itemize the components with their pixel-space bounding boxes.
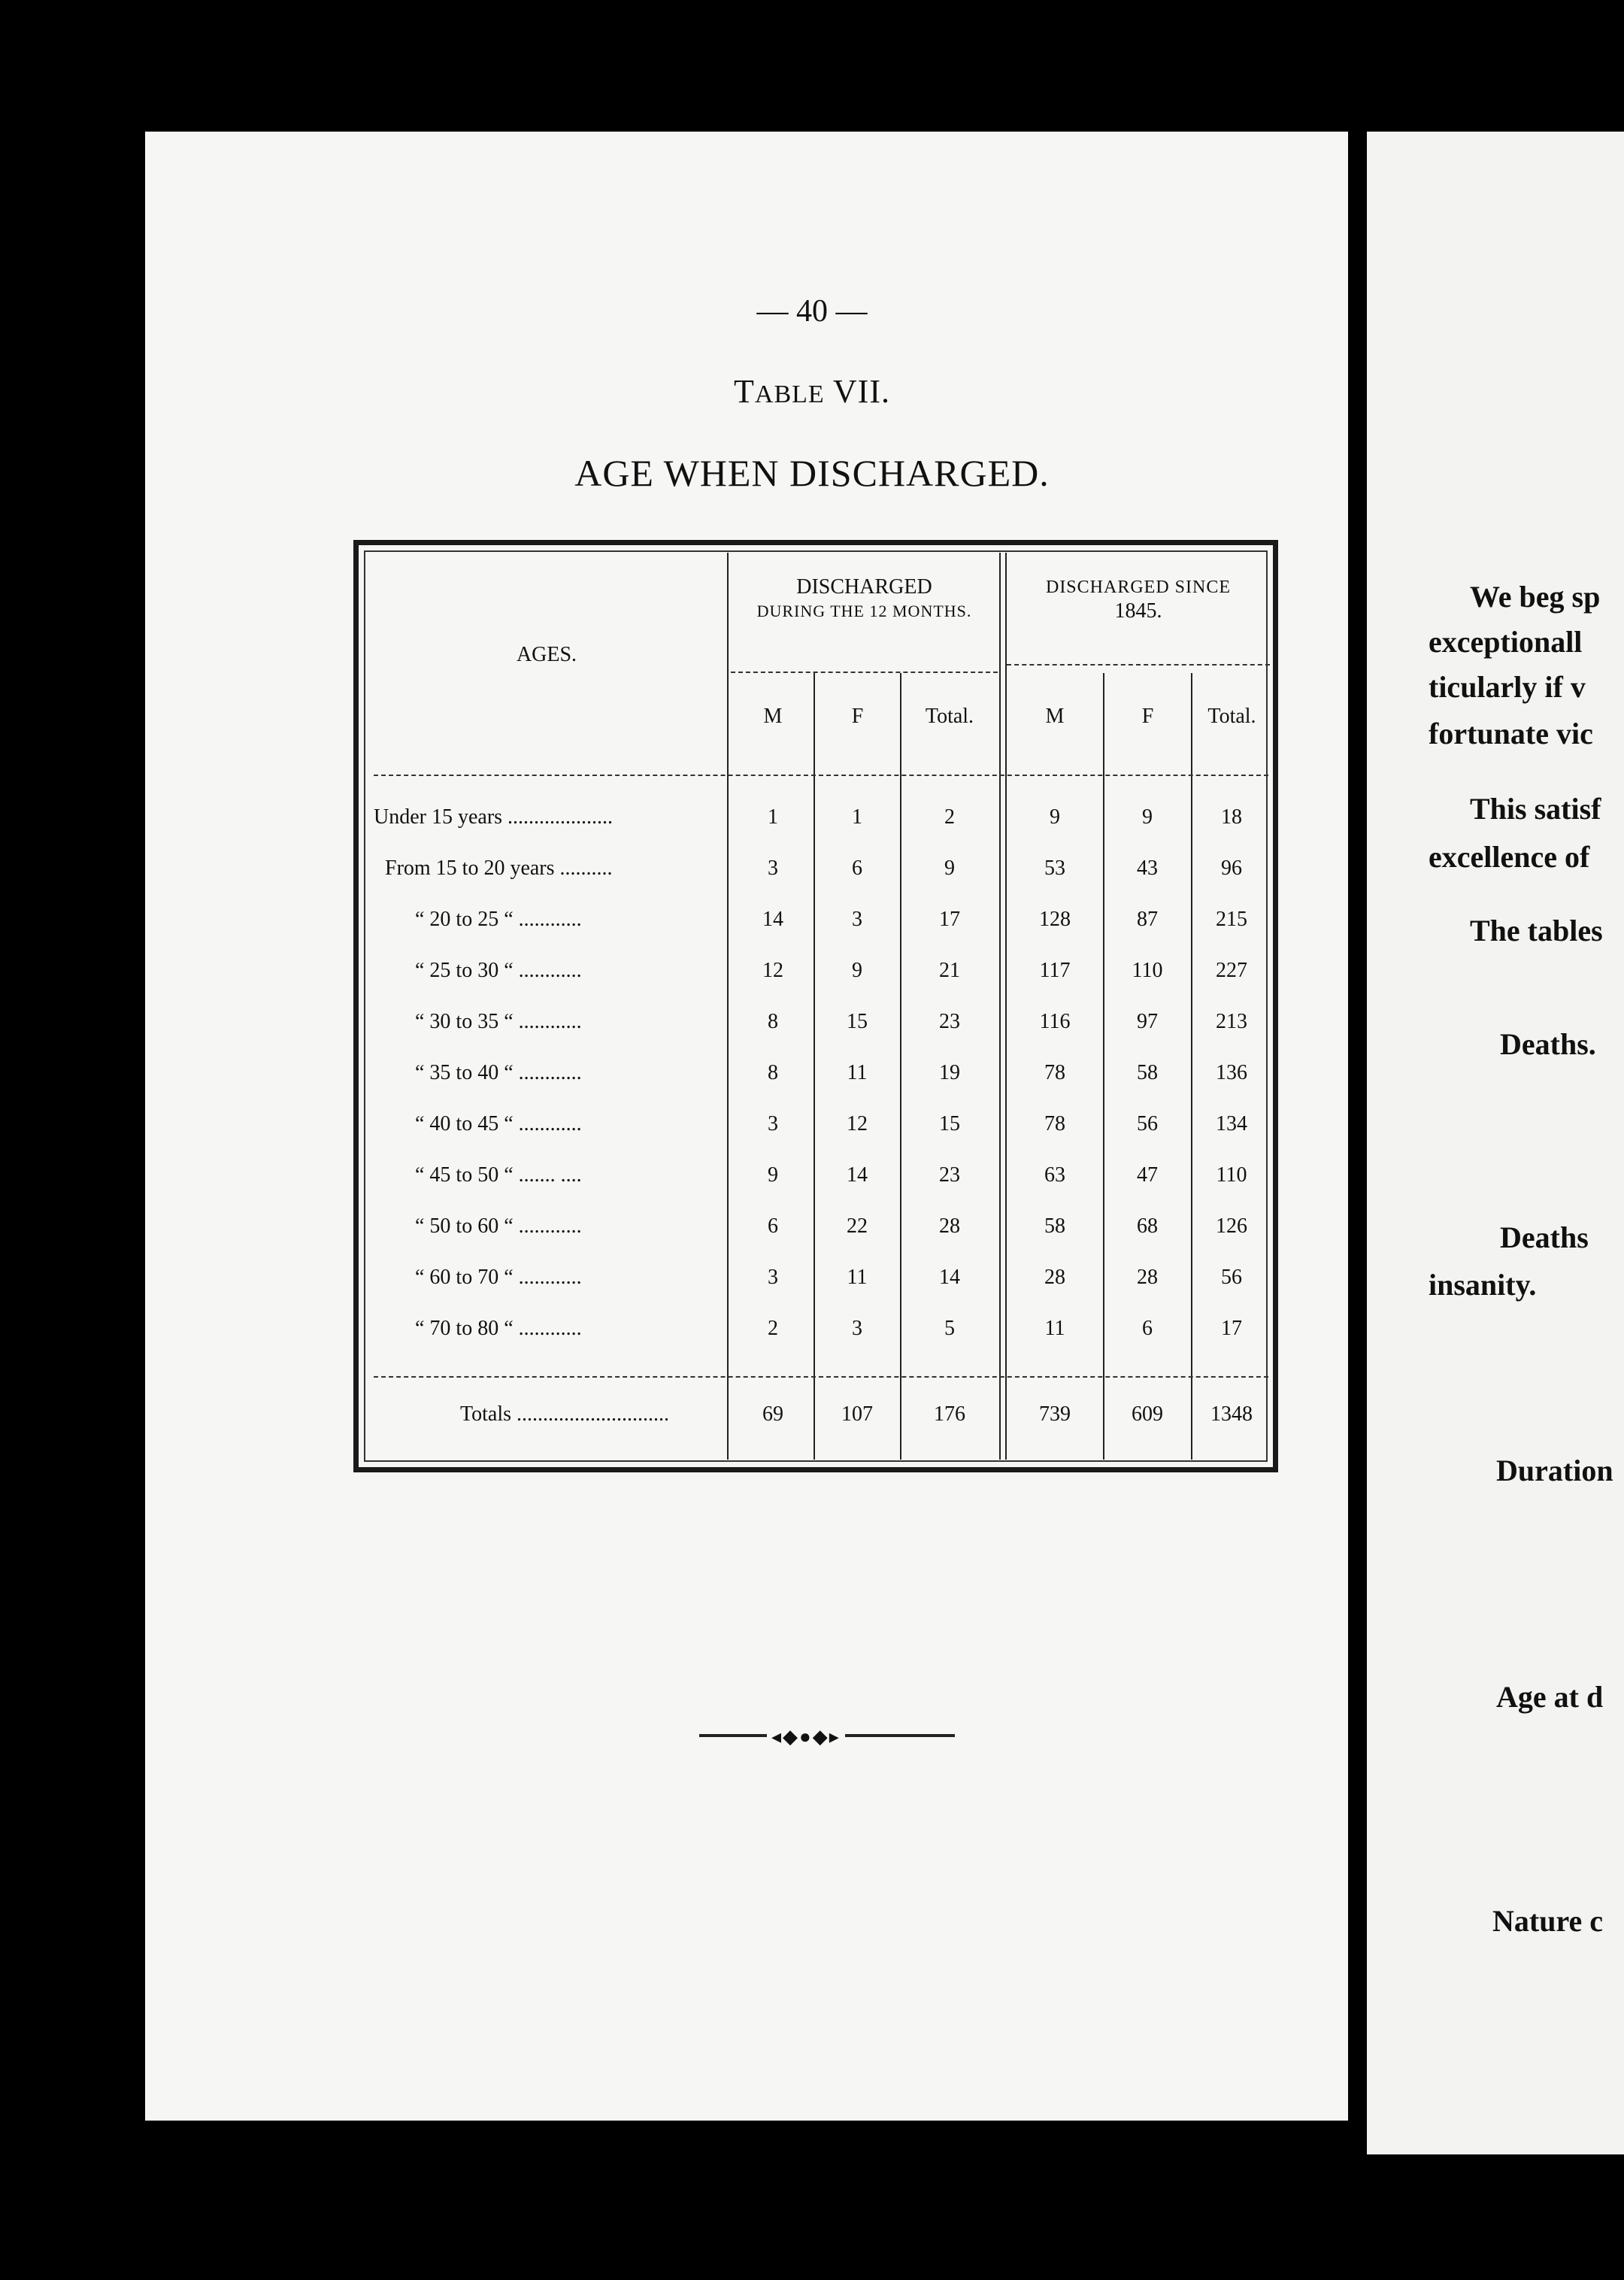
cell-total1: 19	[939, 1061, 960, 1084]
cell-total2: 56	[1221, 1266, 1242, 1289]
cell-f2: 87	[1137, 908, 1158, 931]
table-row	[359, 1317, 1283, 1354]
table-row	[359, 1163, 1283, 1201]
col-header-total1: Total.	[925, 705, 974, 728]
right-page-line: fortunate vic	[1429, 717, 1593, 750]
cell-m2: 117	[1039, 959, 1071, 982]
cell-f2: 43	[1137, 857, 1158, 880]
cell-m1: 12	[762, 959, 783, 982]
row-label: “ 35 to 40 “ ............	[415, 1061, 582, 1084]
page-number: — 40 —	[756, 294, 868, 329]
table-row	[359, 1010, 1283, 1048]
col-header-total2: Total.	[1207, 705, 1256, 728]
cell-m1: 3	[768, 1112, 778, 1135]
table-label-number: VII.	[832, 373, 890, 410]
cell-total2: 96	[1221, 857, 1242, 880]
cell-m2: 78	[1044, 1112, 1065, 1135]
cell-total2: 136	[1216, 1061, 1247, 1084]
cell-m1: 6	[768, 1214, 778, 1238]
table-row	[359, 1112, 1283, 1150]
cell-total2: 215	[1216, 908, 1247, 931]
cell-f1: 11	[847, 1266, 868, 1289]
right-page-line: Age at d	[1496, 1680, 1604, 1714]
right-page-line: Nature c	[1492, 1904, 1603, 1938]
ornament-center: ◂◆●◆▸	[767, 1726, 845, 1748]
cell-f1: 9	[852, 959, 862, 982]
cell-f1: 14	[847, 1163, 868, 1187]
group2-underline	[1007, 664, 1270, 666]
cell-m1: 1	[768, 805, 778, 829]
totals-label: Totals .............................	[460, 1402, 670, 1426]
cell-total1: 17	[939, 908, 960, 931]
row-label: From 15 to 20 years ..........	[385, 857, 613, 880]
table-row	[359, 1266, 1283, 1303]
cell-f2: 47	[1137, 1163, 1158, 1187]
cell-total1: 14	[939, 1266, 960, 1289]
cell-total1: 9	[944, 857, 955, 880]
header-rule	[374, 775, 1268, 776]
row-label: “ 70 to 80 “ ............	[415, 1317, 582, 1340]
right-page-line: The tables	[1470, 914, 1603, 947]
cell-f1: 11	[847, 1061, 868, 1084]
totals-rule	[374, 1376, 1268, 1378]
cell-m1: 8	[768, 1061, 778, 1084]
cell-m2: 28	[1044, 1266, 1065, 1289]
right-page-line: Duration	[1496, 1454, 1613, 1487]
row-label: “ 30 to 35 “ ............	[415, 1010, 582, 1033]
col-header-m2: M	[1045, 705, 1065, 728]
cell-f2: 68	[1137, 1214, 1158, 1238]
cell-f2: 609	[1132, 1402, 1163, 1426]
table-row	[359, 1061, 1283, 1099]
cell-total1: 21	[939, 959, 960, 982]
table-row	[359, 1214, 1283, 1252]
right-page-line: insanity.	[1429, 1268, 1537, 1302]
right-page-line: exceptionall	[1429, 625, 1583, 659]
cell-total2: 126	[1216, 1214, 1247, 1238]
cell-total2: 1348	[1210, 1402, 1253, 1426]
cell-m1: 8	[768, 1010, 778, 1033]
cell-total1: 176	[934, 1402, 965, 1426]
cell-m2: 116	[1039, 1010, 1071, 1033]
right-page-line: excellence of	[1429, 840, 1590, 874]
cell-m1: 3	[768, 857, 778, 880]
table-row	[359, 805, 1283, 843]
cell-m2: 11	[1044, 1317, 1065, 1340]
right-page-line: Deaths	[1500, 1220, 1589, 1254]
table-row	[359, 857, 1283, 894]
cell-total1: 28	[939, 1214, 960, 1238]
row-label: “ 25 to 30 “ ............	[415, 959, 582, 982]
cell-f2: 6	[1142, 1317, 1153, 1340]
table-row	[359, 959, 1283, 996]
col-header-f2: F	[1141, 705, 1154, 728]
cell-f2: 110	[1132, 959, 1163, 982]
cell-f1: 1	[852, 805, 862, 829]
table-label-smallcaps: ABLE	[754, 381, 825, 408]
group1-subtitle: DURING THE 12 MONTHS.	[756, 602, 972, 620]
cell-m2: 58	[1044, 1214, 1065, 1238]
cell-f2: 97	[1137, 1010, 1158, 1033]
group1-underline	[731, 672, 998, 673]
cell-m2: 63	[1044, 1163, 1065, 1187]
row-label: “ 50 to 60 “ ............	[415, 1214, 582, 1238]
cell-m2: 9	[1050, 805, 1060, 829]
right-page-line: We beg sp	[1470, 580, 1601, 614]
cell-m1: 9	[768, 1163, 778, 1187]
cell-total2: 134	[1216, 1112, 1247, 1135]
cell-m2: 78	[1044, 1061, 1065, 1084]
right-page-line: ticularly if v	[1429, 670, 1586, 704]
cell-f2: 56	[1137, 1112, 1158, 1135]
cell-f2: 58	[1137, 1061, 1158, 1084]
row-label: “ 45 to 50 “ ....... ....	[415, 1163, 582, 1187]
table-title: AGE WHEN DISCHARGED.	[574, 452, 1050, 494]
table-row	[359, 908, 1283, 945]
cell-total1: 2	[944, 805, 955, 829]
cell-total2: 17	[1221, 1317, 1242, 1340]
row-label: Under 15 years ....................	[374, 805, 614, 829]
cell-total2: 18	[1221, 805, 1242, 829]
table-label	[0, 372, 1624, 411]
cell-total1: 23	[939, 1010, 960, 1033]
cell-m1: 2	[768, 1317, 778, 1340]
cell-f2: 28	[1137, 1266, 1158, 1289]
cell-f1: 12	[847, 1112, 868, 1135]
cell-f1: 107	[841, 1402, 873, 1426]
right-page-line: This satisf	[1470, 792, 1601, 826]
row-label: “ 60 to 70 “ ............	[415, 1266, 582, 1289]
totals-row	[359, 1402, 1283, 1440]
cell-f1: 22	[847, 1214, 868, 1238]
cell-m1: 14	[762, 908, 783, 931]
cell-f1: 3	[852, 908, 862, 931]
group2-header	[1007, 575, 1270, 623]
cell-total2: 213	[1216, 1010, 1247, 1033]
group1-header	[731, 575, 998, 623]
ages-header: AGES.	[516, 643, 577, 666]
table-label-initial: T	[734, 373, 755, 410]
cell-total1: 23	[939, 1163, 960, 1187]
col-header-m1: M	[763, 705, 783, 728]
cell-m1: 3	[768, 1266, 778, 1289]
cell-f1: 15	[847, 1010, 868, 1033]
cell-m1: 69	[762, 1402, 783, 1426]
group2-subtitle: 1845.	[1114, 599, 1162, 623]
row-label: “ 40 to 45 “ ............	[415, 1112, 582, 1135]
col-header-f1: F	[851, 705, 864, 728]
age-discharged-table	[353, 540, 1278, 1472]
cell-m2: 739	[1039, 1402, 1071, 1426]
cell-f2: 9	[1142, 805, 1153, 829]
right-page	[1367, 132, 1624, 2154]
group2-title: DISCHARGED SINCE	[1045, 578, 1231, 597]
group1-title: DISCHARGED	[796, 575, 932, 599]
cell-total1: 15	[939, 1112, 960, 1135]
row-label: “ 20 to 25 “ ............	[415, 908, 582, 931]
cell-m2: 53	[1044, 857, 1065, 880]
right-page-line: Deaths.	[1500, 1027, 1596, 1061]
cell-total2: 110	[1216, 1163, 1247, 1187]
cell-m2: 128	[1039, 908, 1071, 931]
cell-total1: 5	[944, 1317, 955, 1340]
cell-f1: 6	[852, 857, 862, 880]
cell-total2: 227	[1216, 959, 1247, 982]
cell-f1: 3	[852, 1317, 862, 1340]
